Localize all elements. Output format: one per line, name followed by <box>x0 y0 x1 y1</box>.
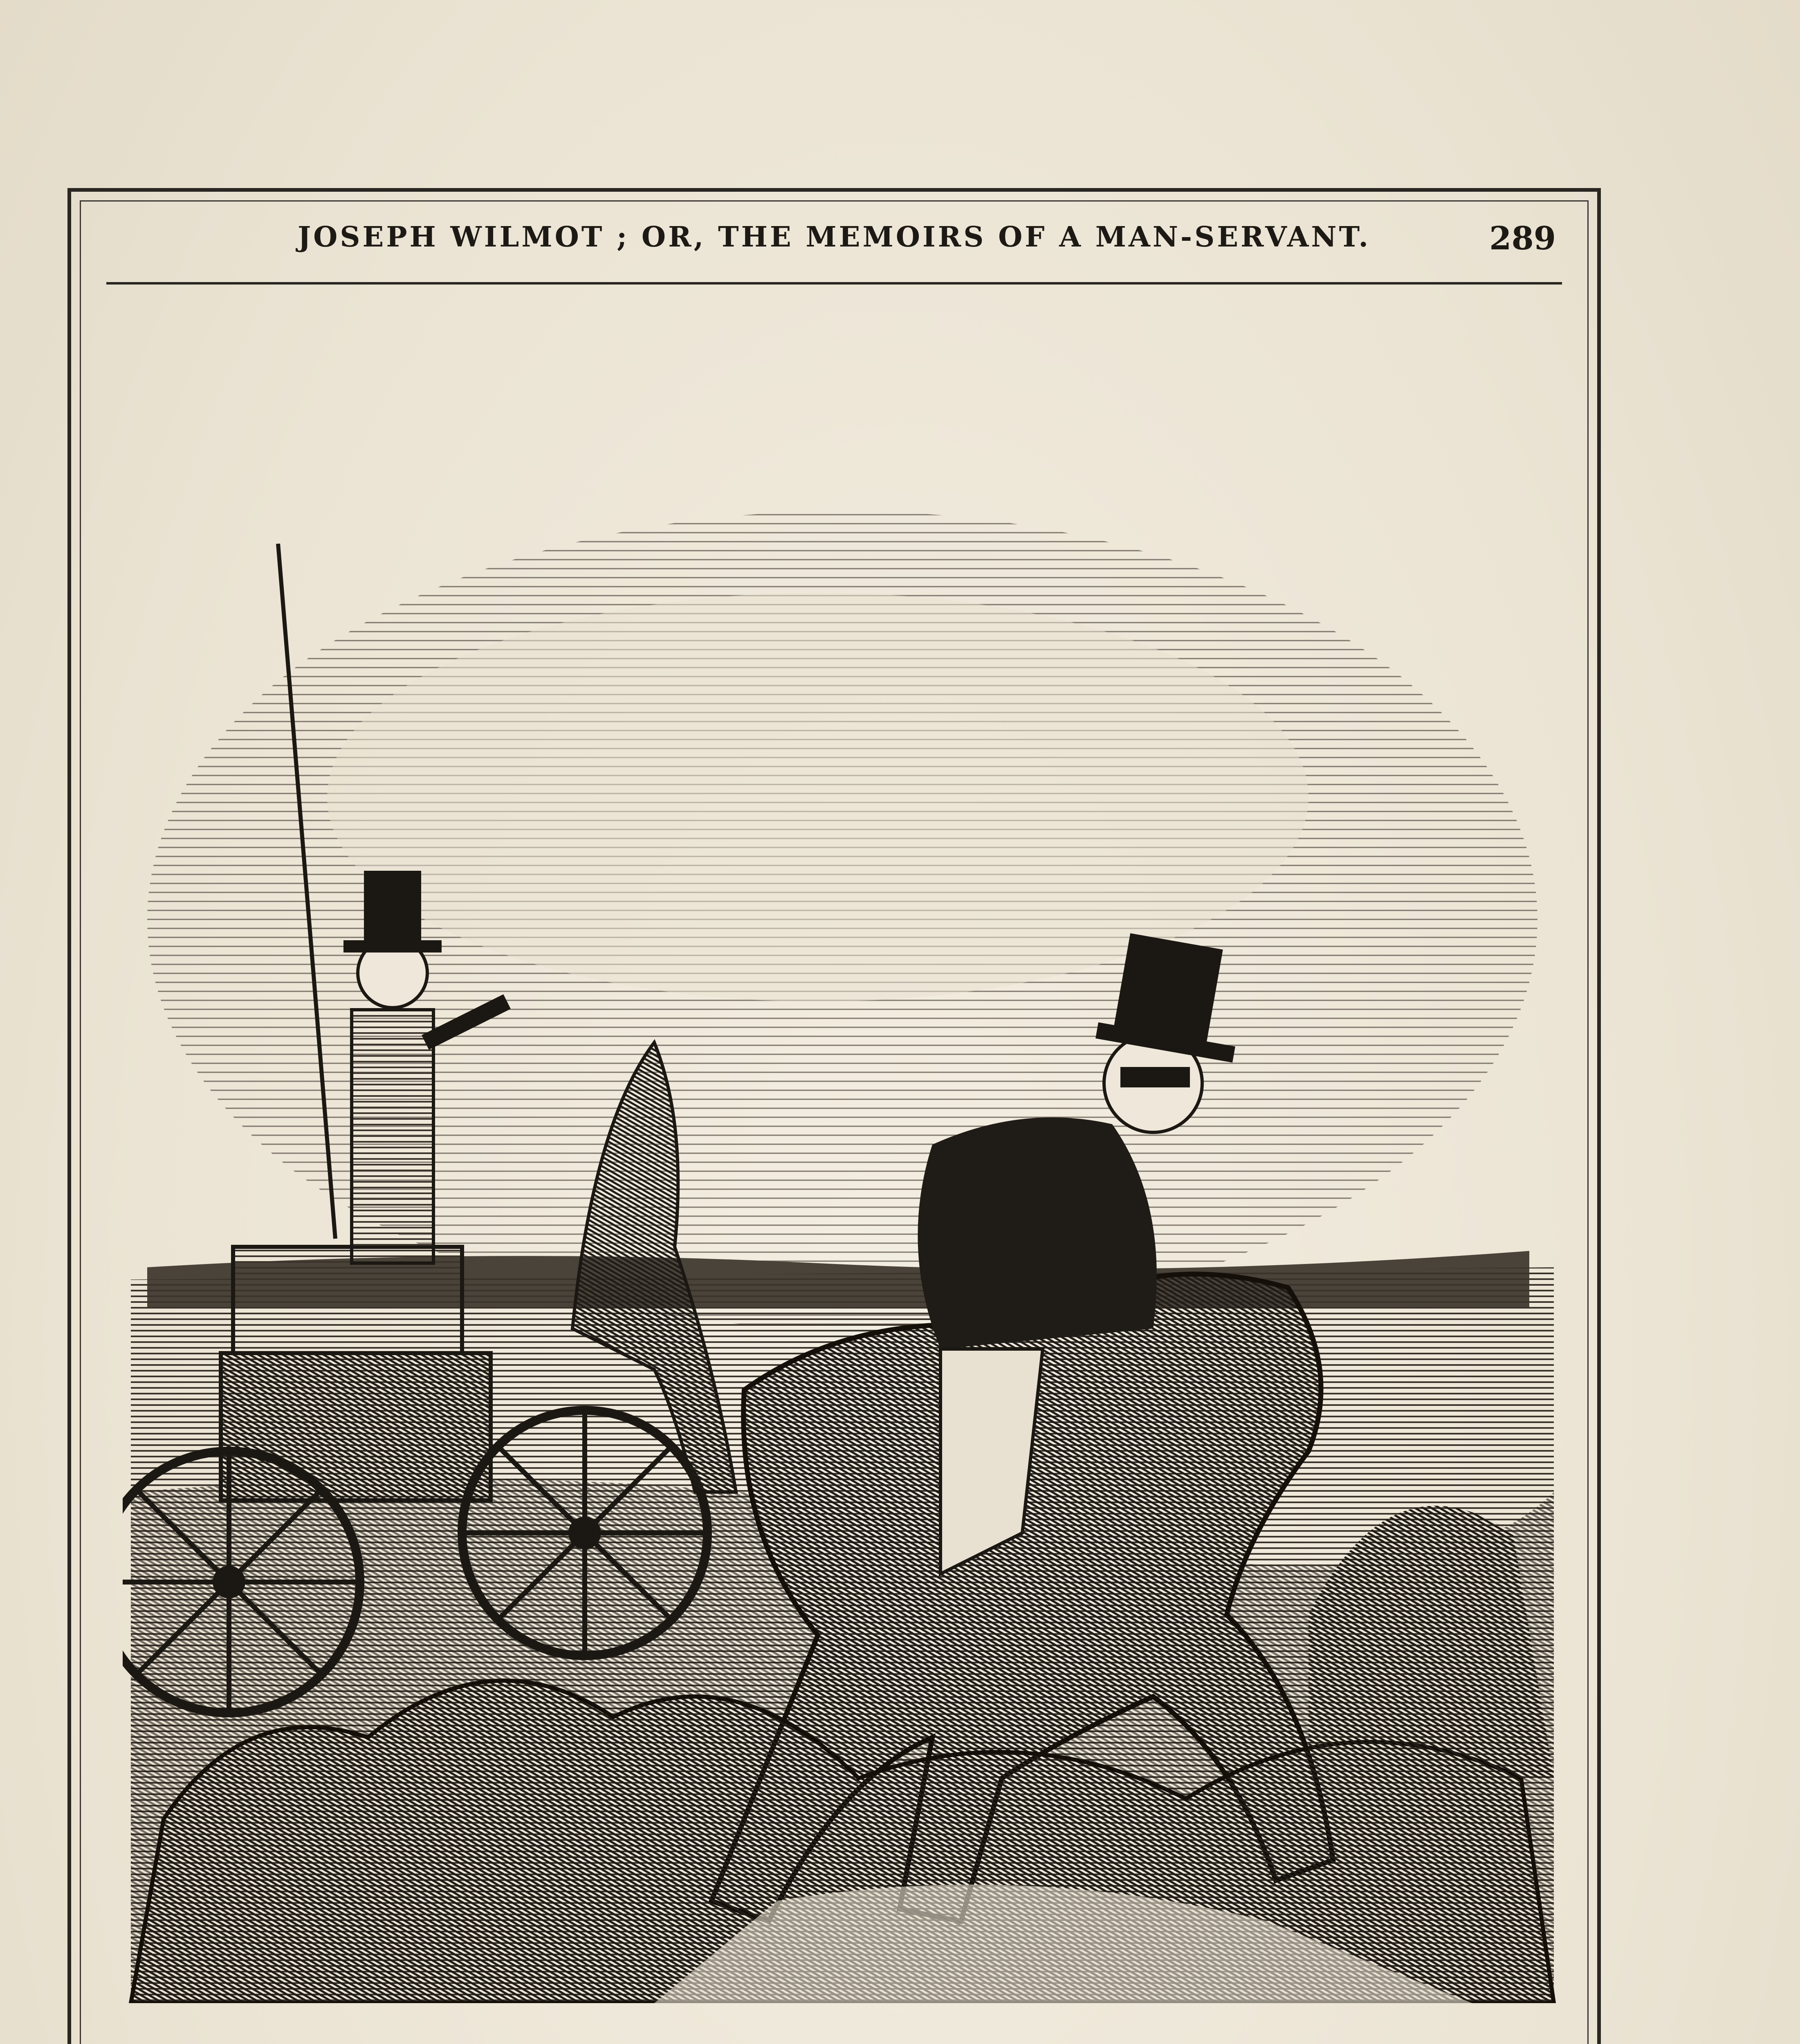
head-rule <box>106 282 1562 285</box>
engraving-highwayman-icon <box>123 429 1562 2003</box>
running-head <box>80 213 1589 274</box>
running-head-title: JOSEPH WILMOT ; OR, THE MEMOIRS OF A MAN-SERVANT. <box>297 221 1371 253</box>
page-number: 289 <box>1489 220 1556 257</box>
